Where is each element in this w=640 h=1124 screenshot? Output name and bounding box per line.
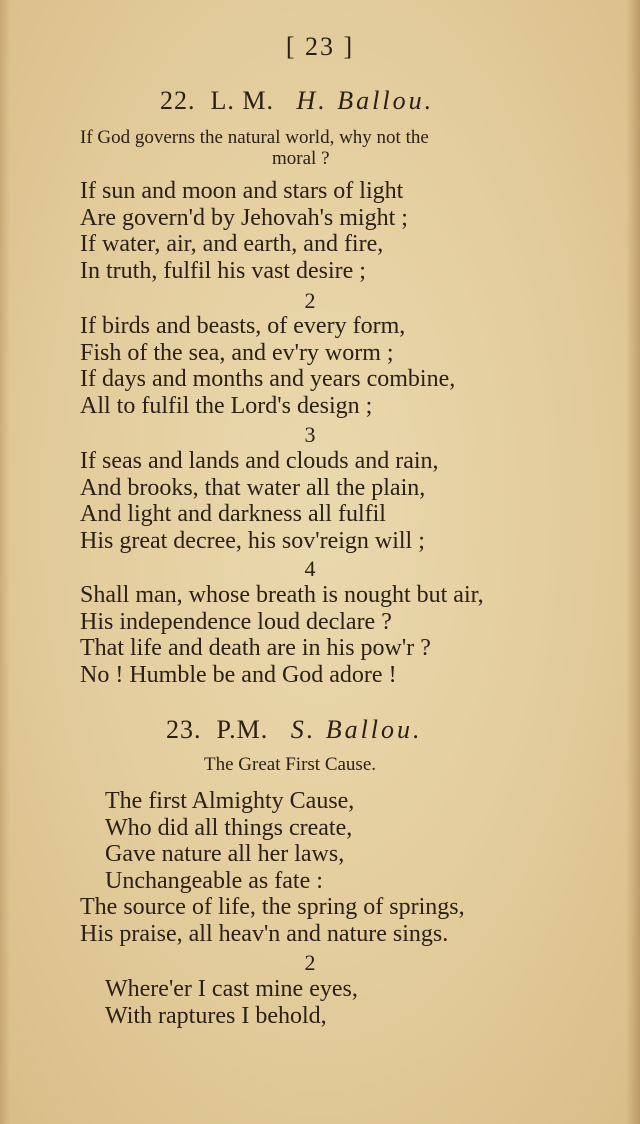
verse-line: All to fulfil the Lord's design ;: [80, 392, 373, 419]
verse-line: The source of life, the spring of springs,: [80, 894, 465, 920]
verse-line: Who did all things create,: [105, 814, 353, 841]
verse-line: His praise, all heav'n and nature sings.: [80, 920, 449, 947]
hymn-22-stanza-3-number: 3: [304, 422, 316, 447]
verse-line: If seas and lands and clouds and rain,: [80, 448, 439, 474]
verse-line: If sun and moon and stars of light: [80, 178, 404, 204]
hymn-22-stanza-2-number: 2: [304, 288, 316, 313]
hymn-23-heading: [166, 715, 423, 745]
page-number: [ 23 ]: [285, 32, 355, 61]
verse-line: Fish of the sea, and ev'ry worm ;: [80, 339, 394, 366]
hymn-23-author: S. Ballou.: [290, 715, 423, 744]
hymn-22-stanza-3: [80, 448, 439, 554]
page-right-shadow: [626, 0, 640, 1124]
hymn-23-stanza-2-number: 2: [304, 950, 316, 975]
verse-line: Unchangeable as fate :: [105, 867, 323, 894]
verse-line: If birds and beasts, of every form,: [80, 313, 406, 339]
hymn-23-subtitle: The Great First Cause.: [204, 754, 377, 775]
verse-line: In truth, fulfil his vast desire ;: [80, 257, 366, 284]
verse-line: His great decree, his sov'reign will ;: [80, 527, 425, 554]
verse-line: Shall man, whose breath is nought but air,: [80, 582, 484, 608]
verse-line: And light and darkness all fulfil: [80, 501, 386, 527]
hymn-22-meter: L. M.: [210, 86, 274, 115]
hymn-23-stanza-1: [80, 788, 465, 947]
verse-line: No ! Humble be and God adore !: [80, 661, 397, 688]
hymn-22-stanza-4: [80, 582, 484, 688]
verse-line: If water, air, and earth, and fire,: [80, 231, 384, 257]
hymn-23-number: 23.: [166, 715, 202, 744]
verse-line: If days and months and years combine,: [80, 366, 456, 392]
verse-line: With raptures I behold,: [105, 1002, 327, 1029]
verse-line: His independence loud declare ?: [80, 608, 392, 635]
hymn-23-meter: P.M.: [216, 715, 269, 744]
hymn-22-stanza-4-number: 4: [304, 556, 316, 581]
verse-line: The first Almighty Cause,: [105, 788, 355, 814]
hymn-22-subtitle-line-1: If God governs the natural world, why not the: [80, 127, 429, 148]
hymn-22-subtitle-line-2: moral ?: [272, 148, 330, 169]
hymn-22-heading: [160, 86, 434, 116]
verse-line: And brooks, that water all the plain,: [80, 474, 426, 501]
hymn-22-number: 22.: [160, 86, 196, 115]
hymn-22-author: H. Ballou.: [296, 86, 435, 115]
hymn-22-stanza-1: [80, 178, 408, 284]
verse-line: That life and death are in his pow'r ?: [80, 635, 431, 661]
verse-line: Gave nature all her laws,: [105, 841, 345, 867]
verse-line: Where'er I cast mine eyes,: [105, 976, 358, 1002]
hymn-23-stanza-2: [80, 976, 358, 1029]
verse-line: Are govern'd by Jehovah's might ;: [80, 204, 408, 231]
hymn-22-stanza-2: [80, 313, 455, 419]
